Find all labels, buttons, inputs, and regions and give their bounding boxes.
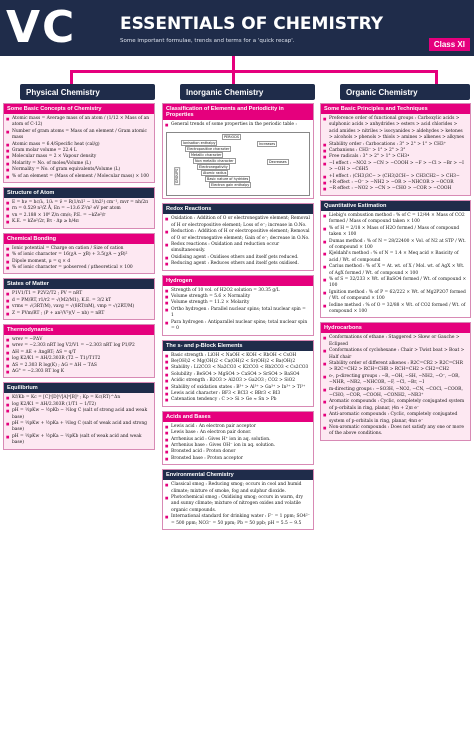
section-inorganic-2: [162, 275, 314, 336]
list-item: ■ Solubility : BeSO4 > MgSO4 > CaSO4 > SrSO4 > BaSO4: [171, 372, 310, 378]
list-item: ■ Anti-aromatic compounds : Cyclic, completely conjugated system of p-orbitals in ring, planar, 4nπ e⁻: [329, 412, 467, 425]
list-item: ■ Conformations of ethane : Staggered > Skew or Gauche > Eclipsed: [329, 335, 467, 348]
list-item: ■ Liebig's combustion method : % of C = 12/44 × Mass of CO2 formed / Mass of compound taken × 100: [329, 213, 467, 226]
section-inorganic-0: [162, 103, 314, 199]
periodic-trends-diagram: [166, 132, 310, 196]
section-title: Thermodynamics: [4, 325, 154, 335]
diagram-label: Electronegativity: [199, 165, 228, 170]
list-item: ■ Stability : Li2CO3 < Na2CO3 < K2CO3 < Rb2CO3 < Cs2CO3: [171, 365, 310, 371]
list-item: ■ Basic strength : LiOH < NaOH < KOH < RbOH < CsOH: [171, 353, 310, 359]
diagram-label: PERIODS: [224, 135, 239, 140]
list-item: ■ Aromatic compounds : Cyclic, completely conjugated system of p-orbitals in ring, planar, (4n + 2)π e⁻: [329, 399, 467, 412]
diagram-label: Ionisation enthalpy: [183, 141, 216, 146]
tree-left-drop: [70, 70, 73, 84]
section-title: Chemical Bonding: [4, 234, 154, 244]
section-list: [4, 393, 154, 448]
section-title: States of Matter: [4, 279, 154, 289]
list-item: ■ Photochemical smog : Oxidising smog; occurs in warm, dry and sunny climate; mixture of nitrogen oxides and volatile organic compounds.: [171, 495, 310, 514]
list-item: ■ K.E. = kZe²/2r, Bτ · Δp ≥ h/4π: [12, 219, 151, 225]
section-list: [163, 214, 313, 269]
list-item: ■ Classical smog : Reducing smog; occurs in cool and humid climate; mixture of smoke, fog and sulphur dioxide.: [171, 482, 310, 495]
list-item: ■ rn = 0.529 n²/Z Å, En = −13.6 Z²/n² eV per atom: [12, 206, 151, 212]
section-list: [4, 114, 154, 182]
section-organic-0: [320, 103, 471, 196]
list-item: ■ d = PM/RT, r1/r2 = √(M2/M1), K.E. = 3/2 kT: [12, 298, 151, 304]
list-item: ■ log K2/K1 = ΔH/2.303R (1/T1 − 1/T2): [12, 402, 151, 408]
list-item: ■ +I effect : (CH3)3C− > (CH3)2CH− > CH3CH2− > CH3−: [329, 174, 467, 180]
section-list: [163, 351, 313, 406]
diagram-label: Increases: [259, 142, 276, 147]
list-item: ■ Be(OH)2 < Mg(OH)2 < Ca(OH)2 < Sr(OH)2 < Ba(OH)2: [171, 359, 310, 365]
list-item: ■ Number of gram atoms = Mass of an element / Gram atomic mass: [12, 129, 151, 142]
section-title: Quantitative Estimation: [321, 201, 470, 211]
physical-column: [3, 103, 155, 737]
list-item: ■ Arrhenius acid : Gives H⁺ ion in aq. solution.: [171, 437, 310, 443]
section-list: [163, 422, 313, 464]
section-list: [4, 289, 154, 319]
section-physical-5: [3, 382, 155, 449]
section-title: Equilibrium: [4, 383, 154, 393]
list-item: ■ ΔS = 2.303 R log(K) ; ΔG = ΔH − TΔS: [12, 363, 151, 369]
list-item: ■ wrev = −PΔV: [12, 337, 151, 343]
inorganic-column: [162, 103, 314, 737]
list-item: ■ Preference order of functional groups : Carboxylic acids > sulphonic acids > anhydrides > esters > acid chlorides > acid amides > nitriles > isocyanides > aldehydes > ketones > alcohols > phenols > thiols > amines > alkenes > alkynes: [329, 116, 467, 142]
section-title: Structure of Atom: [4, 188, 154, 198]
section-list: [321, 333, 470, 440]
list-item: ■ Free radicals : 3° > 2° > 1° > CH3•: [329, 154, 467, 160]
section-list: [4, 244, 154, 274]
list-item: ■ ΔG° = −2.303 RT log K: [12, 369, 151, 375]
tree-mid-drop: [232, 70, 235, 84]
list-item: ■ Oxidising agent : Oxidises others and itself gets reduced.: [171, 255, 310, 261]
section-list: [163, 286, 313, 335]
list-item: ■ Ignition method : % of P = 62/222 × Wt. of Mg2P2O7 formed / Wt. of compound × 100: [329, 290, 467, 303]
section-title: Hydrocarbons: [321, 323, 470, 333]
list-item: ■ Z = PVm/RT ; (P + an²/V²)(V − nb) = nRT: [12, 311, 151, 317]
list-item: ■ % of S = 32/233 × Wt. of BaSO4 formed / Wt. of compound × 100: [329, 277, 467, 290]
column-heading-physical: Physical Chemistry: [20, 84, 155, 100]
list-item: ■ Kjeldahl's method : % of N = 1.4 × Meq acid × Basicity of acid / Wt. of compound: [329, 251, 467, 264]
section-inorganic-3: [162, 340, 314, 407]
list-item: ■ Normality = No. of gram equivalents/Volume (L): [12, 167, 151, 173]
section-physical-2: [3, 233, 155, 275]
list-item: ■ Volume strength = 5.6 × Normality: [171, 294, 310, 300]
list-item: ■ Volume strength = 11.2 × Molarity: [171, 300, 310, 306]
diagram-label: Electron gain enthalpy: [211, 183, 250, 188]
section-title: Some Basic Principles and Techniques: [321, 104, 470, 114]
list-item: ■ pH = ½pKw − ½pKb − ½log C (salt of strong acid and weak base): [12, 408, 151, 421]
list-item: ■ Atomic mass = 6.4/Specific heat (cal/g): [12, 142, 151, 148]
list-item: ■ Stability order of different alkenes : R2C=CR2 > R2C=CHR > R2C=CH2 > RCH=CHR > RCH=CH2 > CH2=CH2: [329, 361, 467, 374]
list-item: ■ vn = 2.188 × 10⁶ Z/n cm/s; P.E. = −kZe²/r: [12, 213, 151, 219]
diagram-label: Basic nature of hydrides: [207, 177, 249, 182]
section-list: [4, 198, 154, 228]
list-item: ■ ΔH = ΔE + ΔngRT; ΔS = q/T: [12, 350, 151, 356]
list-item: ■ Catenation tendency : C >> Si > Ge ≈ Sn > Pb: [171, 397, 310, 403]
list-item: ■ +R effect : −O⁻ > −NH2 > −OR > −NHCOR > −OCOR: [329, 180, 467, 186]
list-item: ■ Molarity = No. of moles/Volume (L): [12, 161, 151, 167]
list-item: ■ Atomic mass = Average mass of an atom / (1/12 × Mass of an atom of C-12): [12, 116, 151, 129]
list-item: ■ % of ionic character = 16(χA − χB) + 3.5(χA − χB)²: [12, 252, 151, 258]
list-item: ■ Ionic potential = Charge on cation / Size of cation: [12, 246, 151, 252]
diagram-label: Decreases: [269, 160, 287, 165]
list-item: ■ International standard for drinking water : F⁻ = 1 ppm; SO4²⁻ = 500 ppm; NO3⁻ = 50 ppm; Pb = 50 ppb; pH = 5.5 − 9.5: [171, 514, 310, 527]
column-heading-inorganic: Inorganic Chemistry: [180, 84, 315, 100]
section-title: Hydrogen: [163, 276, 313, 286]
list-item: ■ Carius method : % of X = At. wt. of X / Mol. wt. of AgX × Wt. of AgX formed / Wt. of compound × 100: [329, 264, 467, 277]
section-title: Redox Reactions: [163, 204, 313, 214]
list-item: ■ Carbanions : CH3⁻ > 1° > 2° > 3°: [329, 148, 467, 154]
diagram-label: GROUPS: [175, 169, 180, 184]
list-item: ■ Non-aromatic compounds : Does not satisfy any one or more of the above conditions.: [329, 425, 467, 438]
list-item: ■ Dumas method : % of N = 28/22400 × Vol. of N2 at STP / Wt. of compound × 100: [329, 239, 467, 252]
list-item: ■ % of an element = (Mass of element / Molecular mass) × 100: [12, 174, 151, 180]
list-item: ■ Iodine method : % of O = 32/88 × Wt. of CO2 formed / Wt. of compound × 100: [329, 303, 467, 316]
tree-right-drop: [435, 70, 438, 84]
list-item: ■ Ortho hydrogen : Parallel nuclear spins; total nuclear spin = 1: [171, 307, 310, 320]
list-item: ■ Lewis base : An electron pair donor.: [171, 430, 310, 436]
page-subtitle: Some important formulae, trends and terms for a 'quick recap'.: [120, 38, 295, 44]
list-item: ■ Kf/Kb = Kc = [C]ᶜ[D]ᵈ/[A]ᵃ[B]ᵇ ; Kp = Kc(RT)^Δn: [12, 395, 151, 401]
list-item: ■ Para hydrogen : Antiparallel nuclear spins; total nuclear spin = 0: [171, 320, 310, 333]
section-physical-1: [3, 187, 155, 229]
column-heading-organic: Organic Chemistry: [340, 84, 470, 100]
list-item: ■ pH = ½pKw + ½pKa − ½pKb (salt of weak acid and weak base): [12, 434, 151, 447]
section-physical-4: [3, 324, 155, 378]
logo: VC: [6, 2, 77, 53]
section-title: Classification of Elements and Periodicity in Properties: [163, 104, 313, 120]
section-title: Some Basic Concepts of Chemistry: [4, 104, 154, 114]
list-item: ■ General trends of some properties in the periodic table :: [171, 122, 310, 128]
list-item: ■ Bronsted base : Proton acceptor: [171, 456, 310, 462]
list-item: ■ Lewis acid character : BF3 < BCl3 < BBr3 < BI3: [171, 391, 310, 397]
organic-column: [320, 103, 471, 737]
list-item: ■ E = hν = hc/λ, 1/λ = ν̄ = R(1/n1² − 1/n2²) cm⁻¹, mvr = nh/2π: [12, 200, 151, 206]
list-item: ■ o-, p-directing groups : −R, −OH, −SH, −NH2, −O⁻, −OR, −NHR, −NR2, −NHCOR, −F, −Cl, −Br, −I: [329, 374, 467, 387]
section-list: [163, 480, 313, 529]
section-list: [4, 335, 154, 377]
list-item: ■ Gram molar volume = 22.4 L: [12, 148, 151, 154]
section-list: [321, 114, 470, 195]
list-item: ■ Bronsted acid : Proton donor: [171, 449, 310, 455]
tree-branch: [70, 70, 438, 73]
list-item: ■ P1V1/T1 = P2V2/T2 ; PV = nRT: [12, 291, 151, 297]
list-item: ■ Stability of oxidation states : B³⁺ > Al³⁺ > Ga³⁺ > In³⁺ > Tl³⁺: [171, 385, 310, 391]
section-inorganic-4: [162, 411, 314, 465]
section-physical-3: [3, 278, 155, 320]
list-item: ■ m-directing groups : −SO3H, −NO2, −CN, −COCl, −COOR, −CHO, −COR, −COOH, −CONH2, −NR3⁺: [329, 387, 467, 400]
list-item: ■ log K2/K1 = ΔH/2.303R (T2 − T1)/T1T2: [12, 356, 151, 362]
list-item: ■ −I effect : −NO2 > −CN > −COOH > −F > −Cl > −Br > −I > −OH > −C6H5: [329, 161, 467, 174]
list-item: ■ Redox reactions : Oxidation and reduction occur simultaneously.: [171, 242, 310, 255]
header-banner: [0, 0, 474, 56]
list-item: ■ Conformations of cyclohexane : Chair > Twist boat > Boat > Half chair: [329, 348, 467, 361]
diagram-label: Electropositive character: [187, 147, 230, 152]
list-item: ■ pH = ½pKw + ½pKa + ½log C (salt of weak acid and strong base): [12, 421, 151, 434]
list-item: ■ Molecular mass = 2 × Vapour density: [12, 154, 151, 160]
section-title: The s- and p-Block Elements: [163, 341, 313, 351]
list-item: ■ Stability order : Carbocations : 3° > 2° > 1° > CH3⁺: [329, 142, 467, 148]
section-physical-0: [3, 103, 155, 183]
list-item: ■ Dipole moment, μ = q × d: [12, 259, 151, 265]
page-title: ESSENTIALS OF CHEMISTRY: [120, 14, 384, 34]
class-badge: Class XI: [429, 38, 470, 51]
list-item: ■ Acidic strength : B2O3 > Al2O3 > Ga2O3 ; CO2 > SiO2: [171, 378, 310, 384]
diagram-label: Non metallic character: [195, 159, 234, 164]
list-item: ■ % of H = 2/18 × Mass of H2O formed / Mass of compound taken × 100: [329, 226, 467, 239]
list-item: ■ Strength of 10 vol. of H2O2 solution = 30.35 g/L: [171, 288, 310, 294]
section-inorganic-1: [162, 203, 314, 270]
list-item: ■ % of ionic character = μobserved / μtheoretical × 100: [12, 265, 151, 271]
list-item: ■ wrev = −2.303 nRT log V2/V1 = −2.303 nRT log P1/P2: [12, 343, 151, 349]
section-organic-1: [320, 200, 471, 319]
section-list: [321, 211, 470, 318]
diagram-label: Atomic radius: [203, 171, 227, 176]
list-item: ■ Oxidation : Addition of O or electronegative element; Removal of H or electropositive element; Loss of e⁻; increase in O.No.: [171, 216, 310, 229]
list-item: ■ −R effect : −NO2 > −CN > −CHO > −COR > −COOH: [329, 186, 467, 192]
section-title: Acids and Bases: [163, 412, 313, 422]
section-title: Environmental Chemistry: [163, 470, 313, 480]
section-organic-2: [320, 322, 471, 441]
list-item: ■ Lewis acid : An electron pair acceptor: [171, 424, 310, 430]
diagram-label: Metallic character: [191, 153, 222, 158]
section-inorganic-5: [162, 469, 314, 530]
list-item: ■ Reducing agent : Reduces others and itself gets oxidised.: [171, 261, 310, 267]
list-item: ■ Reduction : Addition of H or electropositive element; Removal of O or electronegative element; Gain of e⁻; decrease in O.No.: [171, 229, 310, 242]
section-list: [163, 120, 313, 130]
list-item: ■ Arrhenius base : Gives OH⁻ ion in aq. solution.: [171, 443, 310, 449]
list-item: ■ vrms = √(3RT/M), vavg = √(8RT/πM), vmp = √(2RT/M): [12, 304, 151, 310]
